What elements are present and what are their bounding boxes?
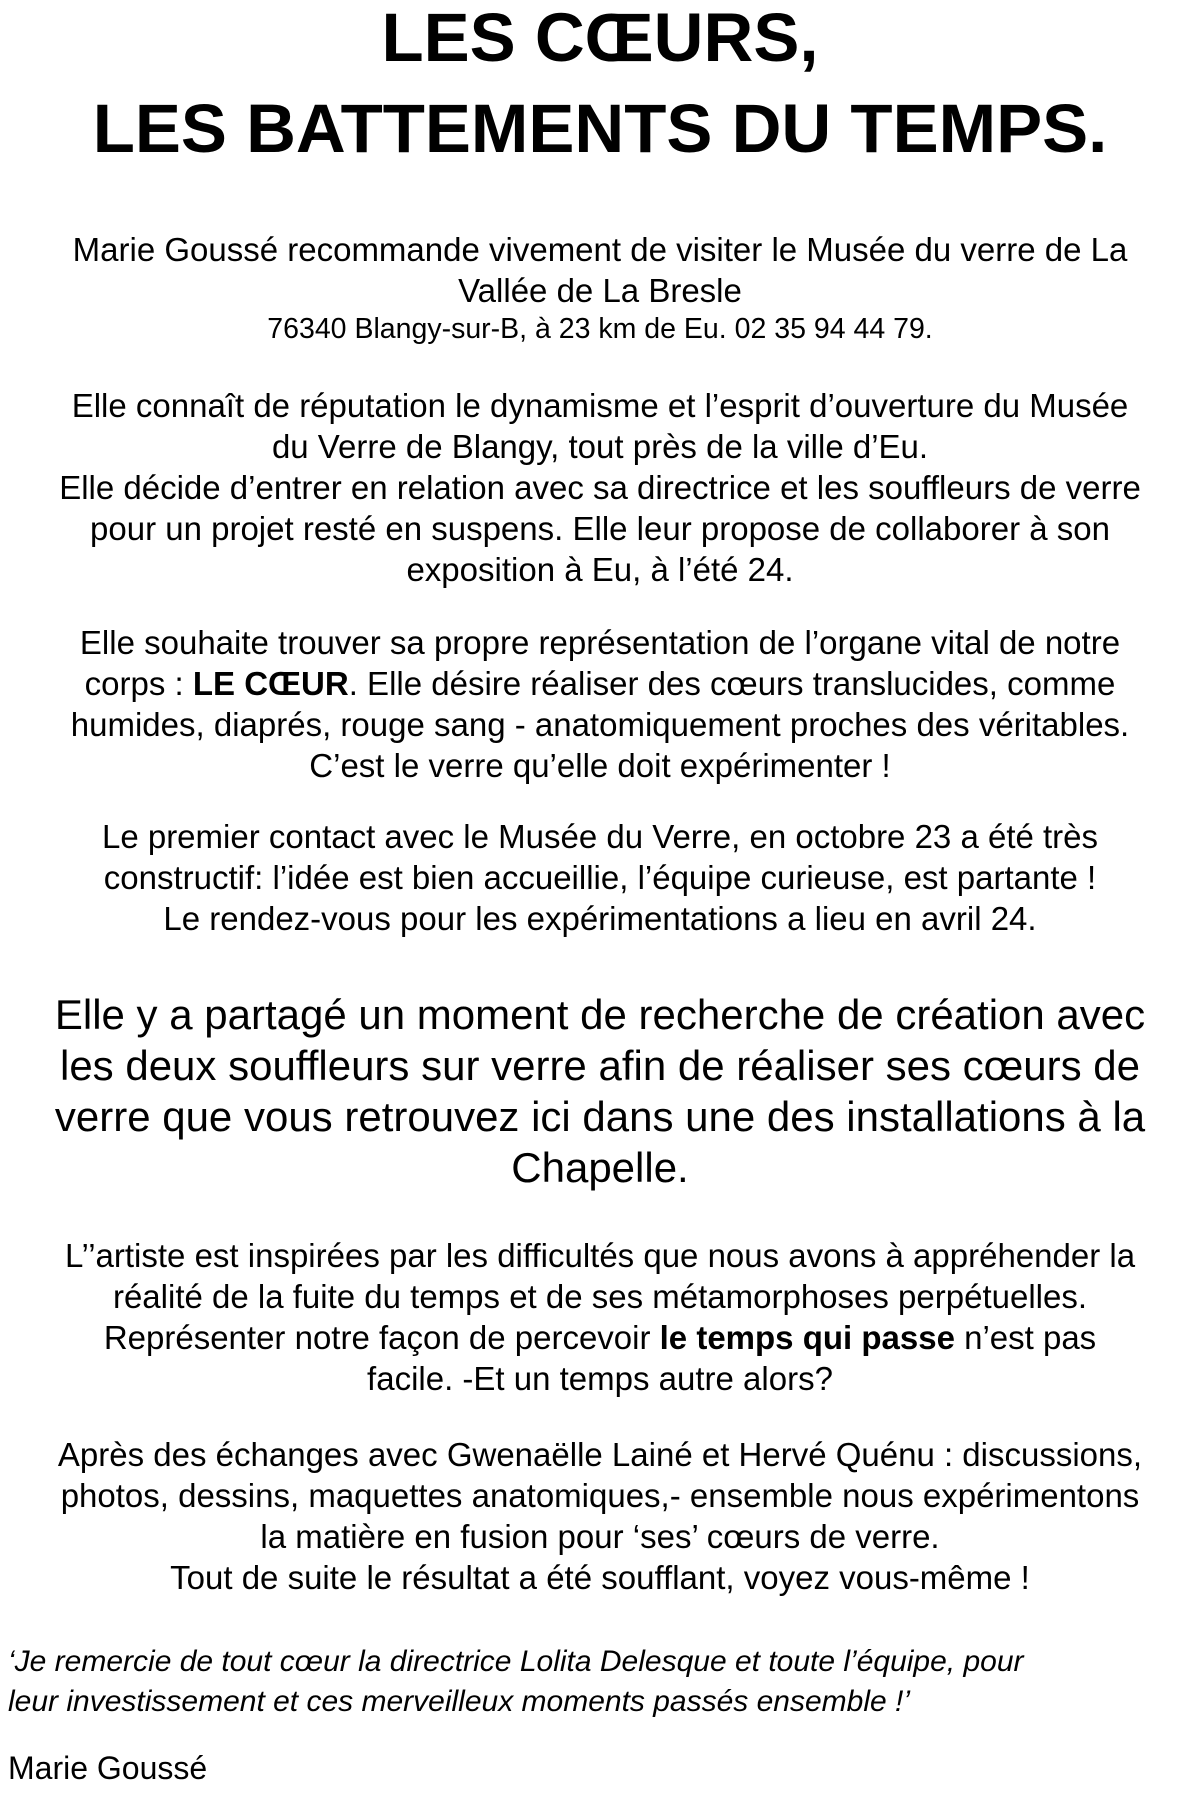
paragraph-2-line-1: Elle souhaite trouver sa propre représentation de l’organe vital de notre (79, 624, 1121, 661)
paragraph-2-line-2-end: . Elle désire réaliser des cœurs translucides, comme (348, 665, 1116, 702)
paragraph-1-line-3: Elle décide d’entrer en relation avec sa directrice et les souffleurs de verre (59, 469, 1141, 506)
paragraph-4-line-4: Chapelle. (511, 1144, 689, 1191)
paragraph-5-line-2: réalité de la fuite du temps et de ses métamorphoses perpétuelles. (112, 1278, 1088, 1315)
emphasis-le-coeur: LE CŒUR (192, 665, 349, 702)
title-line-1: LES CŒURS, (381, 0, 819, 76)
acknowledgement-quote (8, 1642, 1198, 1722)
paragraph-6-line-4: Tout de suite le résultat a été soufflant, voyez vous-même ! (170, 1559, 1030, 1596)
title-line-2: LES BATTEMENTS DU TEMPS. (92, 90, 1108, 167)
paragraph-3-line-2: constructif: l’idée est bien accueillie, l’équipe curieuse, est partante ! (103, 859, 1097, 896)
paragraph-6-line-2: photos, dessins, maquettes anatomiques,- ensemble nous expérimentons (60, 1477, 1140, 1514)
paragraph-2 (0, 622, 1200, 786)
paragraph-3-line-1: Le premier contact avec le Musée du Verre, en octobre 23 a été très (101, 818, 1099, 855)
paragraph-1 (0, 385, 1200, 590)
paragraph-2-line-2 (0, 663, 1200, 704)
paragraph-3-line-3: Le rendez-vous pour les expérimentations a lieu en avril 24. (163, 900, 1037, 937)
paragraph-2-line-2-start: corps : (84, 665, 193, 702)
paragraph-1-line-4: pour un projet resté en suspens. Elle leur propose de collaborer à son (90, 510, 1110, 547)
paragraph-4-line-3: verre que vous retrouvez ici dans une des installations à la (54, 1093, 1146, 1140)
paragraph-2-line-3: humides, diaprés, rouge sang - anatomiquement proches des véritables. (70, 706, 1130, 743)
signature: Marie Goussé (8, 1750, 208, 1786)
paragraph-5 (0, 1235, 1200, 1399)
paragraph-2-line-4: C’est le verre qu’elle doit expérimenter ! (309, 747, 891, 784)
quote-line-2: leur investissement et ces merveilleux moments passés ensemble !’ (8, 1685, 911, 1718)
paragraph-1-line-5: exposition à Eu, à l’été 24. (406, 551, 794, 588)
paragraph-6 (0, 1434, 1200, 1598)
paragraph-3 (0, 816, 1200, 939)
paragraph-1-line-1: Elle connaît de réputation le dynamisme et l’esprit d’ouverture du Musée (71, 387, 1129, 424)
paragraph-5-line-3-end: n’est pas (954, 1319, 1097, 1356)
intro-paragraph (0, 229, 1200, 347)
paragraph-1-line-2: du Verre de Blangy, tout près de la ville d’Eu. (271, 428, 929, 465)
paragraph-5-line-1: L’’artiste est inspirées par les difficultés que nous avons à appréhender la (64, 1237, 1136, 1274)
paragraph-4-line-2: les deux souffleurs sur verre afin de réaliser ses cœurs de (59, 1042, 1141, 1089)
paragraph-4-line-1: Elle y a partagé un moment de recherche de création avec (54, 991, 1146, 1038)
intro-address-line: 76340 Blangy-sur-B, à 23 km de Eu. 02 35 94 44 79. (267, 313, 933, 345)
paragraph-5-line-3 (0, 1317, 1200, 1358)
quote-line-1: ‘Je remercie de tout cœur la directrice Lolita Delesque et toute l’équipe, pour (8, 1645, 1024, 1678)
paragraph-5-line-3-start: Représenter notre façon de percevoir (103, 1319, 660, 1356)
paragraph-6-line-3: la matière en fusion pour ‘ses’ cœurs de verre. (260, 1518, 940, 1555)
paragraph-4 (0, 989, 1200, 1193)
emphasis-le-temps-qui-passe: le temps qui passe (659, 1319, 955, 1356)
intro-line-2: Vallée de La Bresle (458, 272, 742, 309)
intro-line-1: Marie Goussé recommande vivement de visiter le Musée du verre de La (72, 231, 1128, 268)
paragraph-6-line-1: Après des échanges avec Gwenaëlle Lainé et Hervé Quénu : discussions, (57, 1436, 1143, 1473)
paragraph-5-line-4: facile. -Et un temps autre alors? (367, 1360, 833, 1397)
